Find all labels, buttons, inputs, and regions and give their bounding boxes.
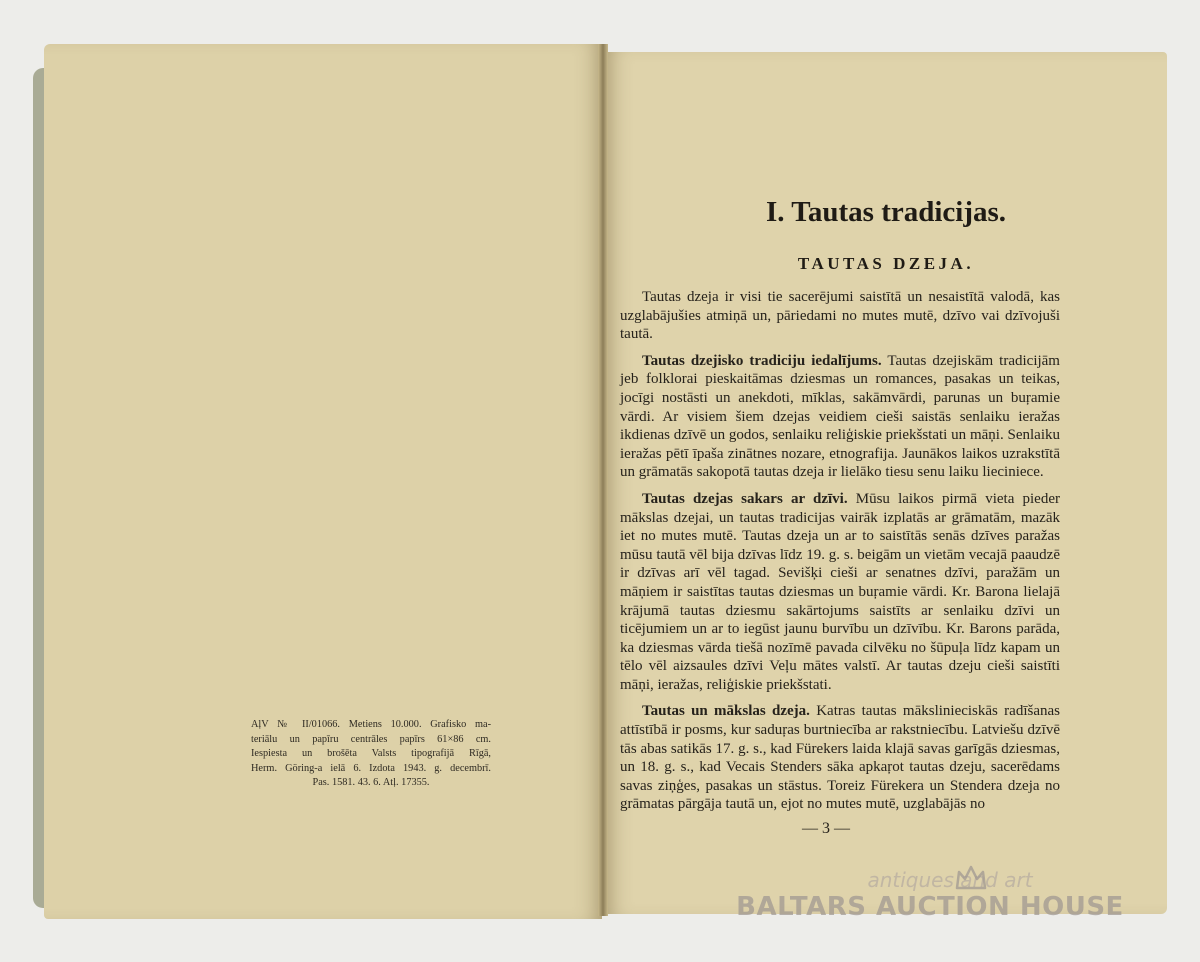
paragraph-text: Tautas dzejiskām tradicijām jeb folklorai pieskaitāmas dziesmas un romances, pasakas un teikas, jocīgi nostāsti un anekdoti, mīklas, sakāmvārdi, parunas un buŗamie vārdi. Ar visiem šiem dzejas veidiem cieši saistās senlaiku ieražas ikdienas dzīvē un godos, senlaiku reliģiskie priekšstati un māņi. Senlaiku ieražas pētī īpaša zinātnes nozare, etnografija. Jaunākos laikos uzrakstītā un grāmatās sakopotā tautas dzeja ir lielāko tiesu senu laiku lieciniece. [620,352,1060,481]
paragraph-text: Katras tautas mākslinieciskās radīšanas attīstībā ir posms, kur saduŗas burtniecība ar rakstniecību. Latviešu dzīvē tās abas satikās 17. g. s., kad Fürekers laida klajā savas garīgās dziesmas, un 18. g. s., kad Vecais Stenders sāka apkaŗot tautas dzeju, sacerēdams savas ziņģes, pasakas un stāstus. Toreiz Fürekera un Stendera dzeja no grāmatas pārgāja tautā un, ejot no mutes mutē, uzglabājās no [620,703,1060,813]
watermark-name: BALTARS AUCTION HOUSE [736,892,1124,922]
imprint-line: Iespiesta un brošēta Valsts tipografijā Rīgā, [251,748,491,760]
section-title: TAUTAS DZEJA. [797,254,975,273]
page-number: — 3 — [802,820,850,837]
chapter-title: I. Tautas tradicijas. [765,196,1007,228]
crown-icon [954,864,988,892]
imprint-line: Herm. Göring-a ielā 6. Izdota 1943. g. decembrī. [251,762,491,774]
imprint-line: Pas. 1581. 43. 6. Atļ. 17355. [312,777,430,789]
book-gutter [598,44,608,916]
watermark [730,868,1130,922]
paragraph [620,490,1060,695]
paragraph [620,288,1060,344]
printing-imprint [251,718,491,791]
paragraph [620,352,1060,482]
paragraph [620,702,1060,814]
paragraph-text: Mūsu laikos pirmā vieta pieder mākslas dzejai, un tautas tradicijas vairāk izplatās ar grāmatām, mazāk iet no mutes mutē. Tautas dzeja un ar to saistītās senās dzīves paražas mūsu tautā vēl bija dzīvas līdz 19. g. s. beigām un vietām vecajā paaudzē ir dzīvas arī vēl tagad. Sevišķi cieši ar senatnes dzīvi, paražām un māņiem ir saistītas tautas dziesmas un buŗamie vārdi. Kr. Barona lielajā krājumā tautas dziesmu sakārtojums saistīts ar senlaiku dzīvi un ticējumiem un ar to iegūst jaunu burvību un dzīvību. Kr. Barons parāda, ka dziesmas vārda tiešā nozīmē pavada cilvēku no šūpuļa līdz kapam un tēlo vēl aizsaules dzīvi Veļu mātes valstī. Ar tautas dzeju cieši saistīti māņi, ieražas, reliģiskie priekšstati. [620,490,1060,693]
imprint-line: AļV № II/01066. Metiens 10.000. Grafisko ma- [251,719,491,730]
paragraph-lead: Tautas un mākslas dzeja. [642,703,810,720]
body-text [620,288,1060,822]
imprint-line: teriālu un papīru centrāles papīrs 61×86 cm. [251,733,491,745]
paragraph-lead: Tautas dzejas sakars ar dzīvi. [642,490,848,507]
paragraph-lead: Tautas dzejisko tradiciju iedalījums. [642,352,882,369]
watermark-tagline: antiques and art [867,868,1033,892]
paragraph-text: Tautas dzeja ir visi tie sacerējumi saistītā un nesaistītā valodā, kas uzglabājušies atmiņā un, pāriedami no mutes mutē, dzīvo vai dzīvojuši tautā. [620,289,1060,343]
